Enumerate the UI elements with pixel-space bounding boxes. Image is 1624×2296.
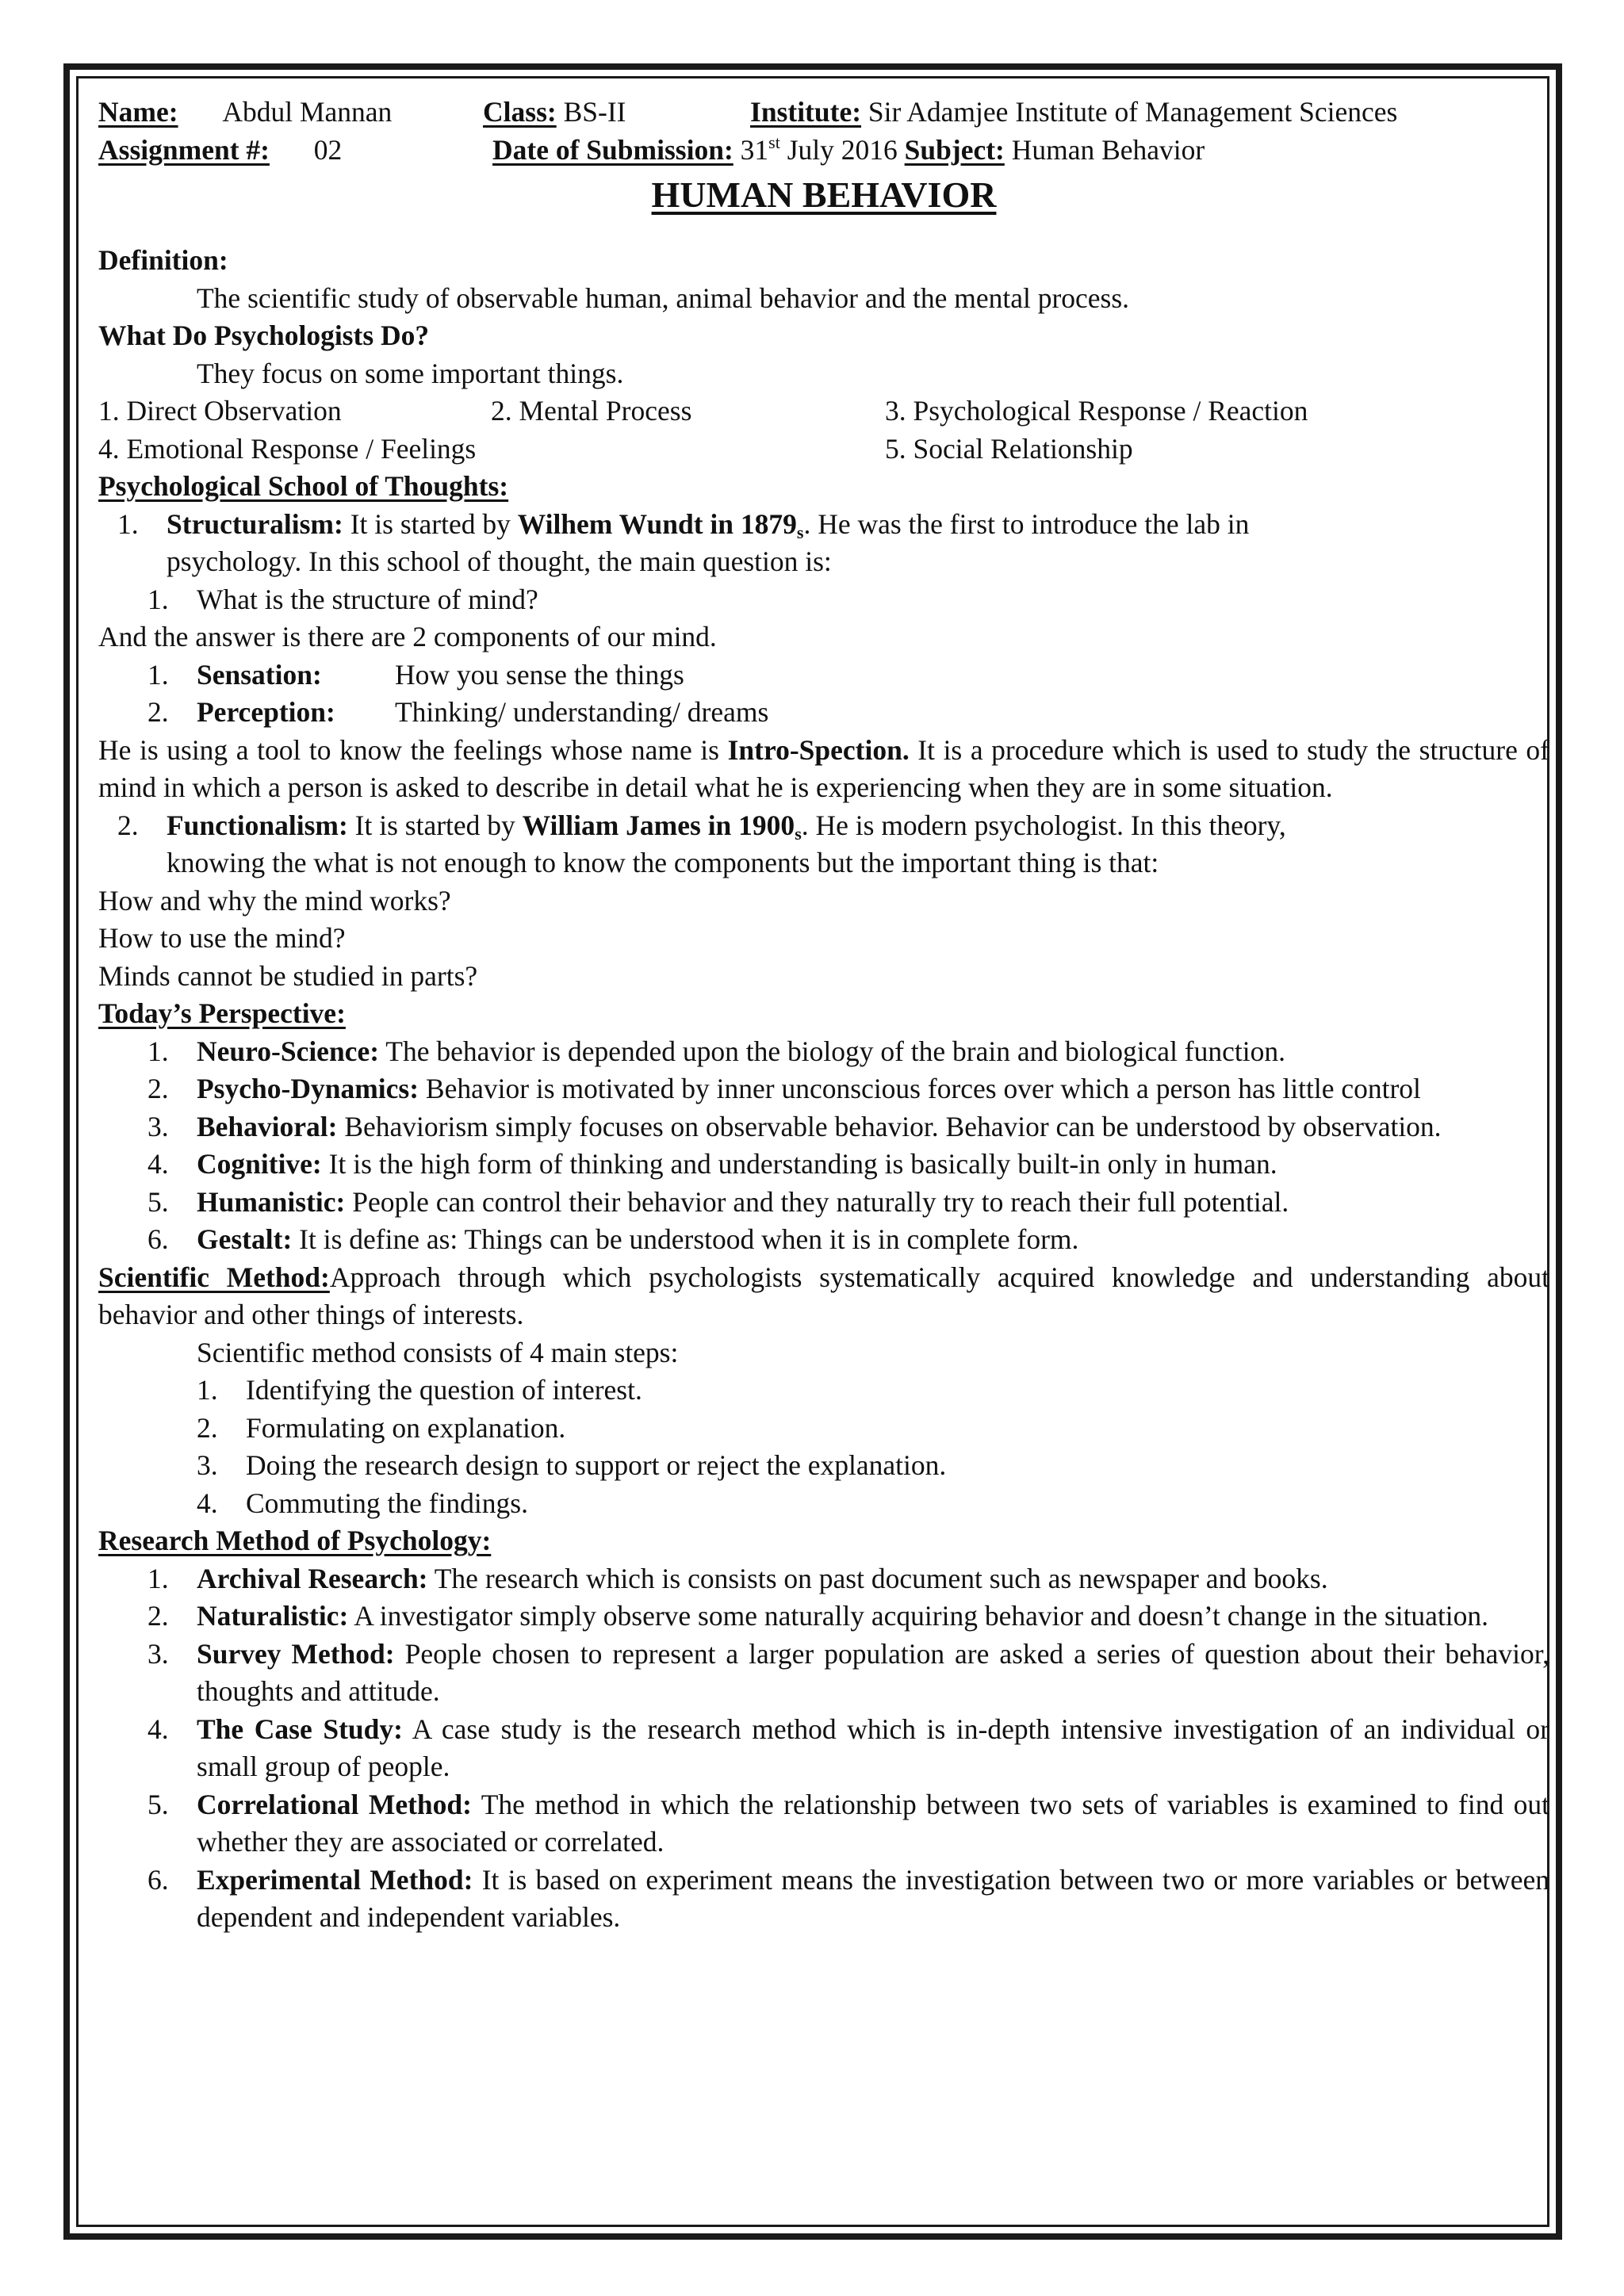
scientific-method-paragraph: Scientific Method:Approach through which psychologists systematically acquired knowledge and understanding about behavior and other things of interests. — [98, 1261, 1549, 1330]
item-text: People can control their behavior and they naturally try to reach their full potential. — [352, 1185, 1289, 1218]
class-label: Class: — [483, 96, 557, 128]
subject-value: Human Behavior — [1011, 133, 1205, 166]
structuralism-line: 1. Structuralism: It is started by Wilhem Wundt in $1879_s$. He was the first to introduce the lab in — [117, 507, 1250, 542]
item-text: The behavior is depended upon the biology of the brain and biological function. — [385, 1035, 1285, 1067]
psychologists-row-1 — [98, 392, 1549, 430]
functional-question-1: How and why the mind works? — [98, 884, 451, 916]
list-item — [147, 1146, 1549, 1184]
assignment-label: Assignment #: — [98, 133, 270, 166]
item-text: It is based on experiment means the investigation between two or more variables or between dependent and independent variables. — [197, 1863, 1549, 1933]
item-text: It is the high form of thinking and understanding is basically built-in only in human. — [328, 1148, 1277, 1180]
name-label: Name: — [98, 96, 178, 128]
research-list — [98, 1560, 1549, 1937]
list-item — [147, 1636, 1549, 1711]
item-term: Psycho-Dynamics: — [197, 1073, 419, 1104]
functional-question-2: How to use the mind? — [98, 922, 346, 954]
list-item — [147, 1221, 1549, 1259]
perspective-list — [98, 1033, 1549, 1259]
step-item — [197, 1485, 1549, 1523]
list-item — [147, 1560, 1549, 1598]
item-text: Behaviorism simply focuses on observable behavior. Behavior can be understood by observation. — [344, 1110, 1442, 1142]
item-text: A case study is the research method which is in-depth intensive investigation of an individual or small group of people. — [197, 1712, 1550, 1782]
item-number: 6. — [147, 1863, 169, 1896]
step-item — [197, 1447, 1549, 1485]
structuralism-line-2: psychology. In this school of thought, the main question is: — [167, 545, 832, 577]
components-answer: And the answer is there are 2 components of our mind. — [98, 621, 717, 652]
list-item — [147, 1711, 1549, 1786]
item-number: 2. — [147, 1073, 169, 1104]
scientific-steps — [98, 1372, 1549, 1522]
list-item — [147, 1598, 1549, 1636]
item-number: 5. — [147, 1185, 169, 1218]
item-term: Humanistic: — [197, 1185, 346, 1218]
item-number: 5. — [147, 1788, 169, 1820]
item-text: The research which is consists on past document such as newspaper and books. — [434, 1562, 1328, 1594]
list-item: 4. Emotional Response / Feelings — [98, 432, 477, 465]
step-text: Commuting the findings. — [246, 1487, 528, 1519]
component-sensation: 1. Sensation: How you sense the things — [147, 658, 684, 691]
item-number: 3. — [147, 1110, 169, 1142]
class-value: BS-II — [563, 96, 626, 128]
step-number: 3. — [197, 1449, 218, 1481]
item-term: The Case Study: — [197, 1712, 403, 1745]
list-item: 3. Psychological Response / Reaction — [885, 395, 1308, 427]
item-text: It is define as: Things can be understood when it is in complete form. — [299, 1223, 1079, 1255]
item-term: Gestalt: — [197, 1223, 293, 1255]
name-value: Abdul Mannan — [222, 96, 393, 128]
list-item — [147, 1033, 1549, 1071]
functionalism-line-2: knowing the what is not enough to know the components but the important thing is that: — [167, 847, 1159, 878]
psychologists-heading: What Do Psychologists Do? — [98, 320, 430, 351]
item-number: 1. — [147, 1035, 169, 1067]
item-term: Cognitive: — [197, 1148, 322, 1180]
institute-value: Sir Adamjee Institute of Management Sciences — [868, 96, 1398, 128]
item-term: Archival Research: — [197, 1562, 428, 1594]
scientific-intro: Scientific method consists of 4 main steps: — [197, 1336, 679, 1368]
list-item — [147, 1786, 1549, 1862]
item-text: The method in which the relationship between two sets of variables is examined to find out whether they are associated or correlated. — [197, 1788, 1550, 1858]
header-row-2 — [98, 132, 1549, 170]
structure-question: 1. What is the structure of mind? — [147, 583, 538, 615]
schools-heading: Psychological School of Thoughts: — [98, 470, 509, 502]
subject-label: Subject: — [904, 133, 1005, 166]
list-item — [147, 1108, 1549, 1146]
item-number: 1. — [147, 1562, 169, 1594]
item-number: 3. — [147, 1637, 169, 1670]
functional-question-3: Minds cannot be studied in parts? — [98, 959, 478, 992]
item-term: Neuro-Science: — [197, 1035, 380, 1067]
list-item — [147, 1184, 1549, 1222]
step-item — [197, 1410, 1549, 1448]
step-text: Formulating on explanation. — [246, 1411, 566, 1444]
date-label: Date of Submission: — [492, 133, 733, 166]
item-text: People chosen to represent a larger population are asked a series of question about their behavior, thoughts and attitude. — [197, 1637, 1550, 1707]
functionalism-line: 2. Functionalism: It is started by William James in $1900_s$. He is modern psychologist. In this theory, — [117, 809, 1286, 844]
document-page — [98, 94, 1549, 1937]
item-term: Behavioral: — [197, 1110, 338, 1142]
list-item: 1. Direct Observation — [98, 395, 342, 427]
step-item — [197, 1372, 1549, 1410]
header-row-1 — [98, 94, 1549, 132]
perspective-heading: Today’s Perspective: — [98, 997, 346, 1029]
list-item — [147, 1070, 1549, 1108]
step-number: 1. — [197, 1374, 218, 1406]
list-item: 2. Mental Process — [491, 395, 692, 427]
component-perception: 2. Perception: Thinking/ understanding/ dreams — [147, 696, 769, 728]
definition-text: The scientific study of observable human, animal behavior and the mental process. — [197, 281, 1130, 314]
step-text: Doing the research design to support or reject the explanation. — [246, 1449, 947, 1481]
date-sup: st — [768, 132, 780, 152]
item-term: Correlational Method: — [197, 1788, 472, 1820]
page-title: HUMAN BEHAVIOR — [651, 174, 997, 215]
item-number: 4. — [147, 1148, 169, 1180]
date-rest: July 2016 — [787, 133, 898, 166]
item-text: Behavior is motivated by inner unconscious forces over which a person has little control — [425, 1073, 1421, 1104]
psychologists-intro: They focus on some important things. — [197, 357, 624, 389]
step-number: 2. — [197, 1411, 218, 1444]
introspection-paragraph: He is using a tool to know the feelings whose name is Intro-Spection. It is a procedure which is used to study the structure of mind in which a person is asked to describe in detail what he is experiencing when they are in some situation. — [98, 733, 1549, 803]
step-text: Identifying the question of interest. — [246, 1374, 642, 1406]
item-number: 2. — [147, 1600, 169, 1632]
research-heading: Research Method of Psychology: — [98, 1525, 492, 1556]
assignment-value: 02 — [313, 133, 343, 166]
item-number: 6. — [147, 1223, 169, 1255]
item-number: 4. — [147, 1712, 169, 1745]
definition-heading: Definition: — [98, 244, 228, 276]
list-item — [147, 1862, 1549, 1937]
item-term: Naturalistic: — [197, 1600, 349, 1632]
institute-label: Institute: — [750, 96, 862, 128]
item-term: Survey Method: — [197, 1637, 395, 1670]
step-number: 4. — [197, 1487, 218, 1519]
date-day: 31 — [740, 133, 769, 166]
item-text: A investigator simply observe some naturally acquiring behavior and doesn’t change in the situation. — [354, 1600, 1489, 1632]
list-item: 5. Social Relationship — [885, 432, 1133, 465]
psychologists-row-2 — [98, 430, 1549, 469]
item-term: Experimental Method: — [197, 1863, 473, 1896]
